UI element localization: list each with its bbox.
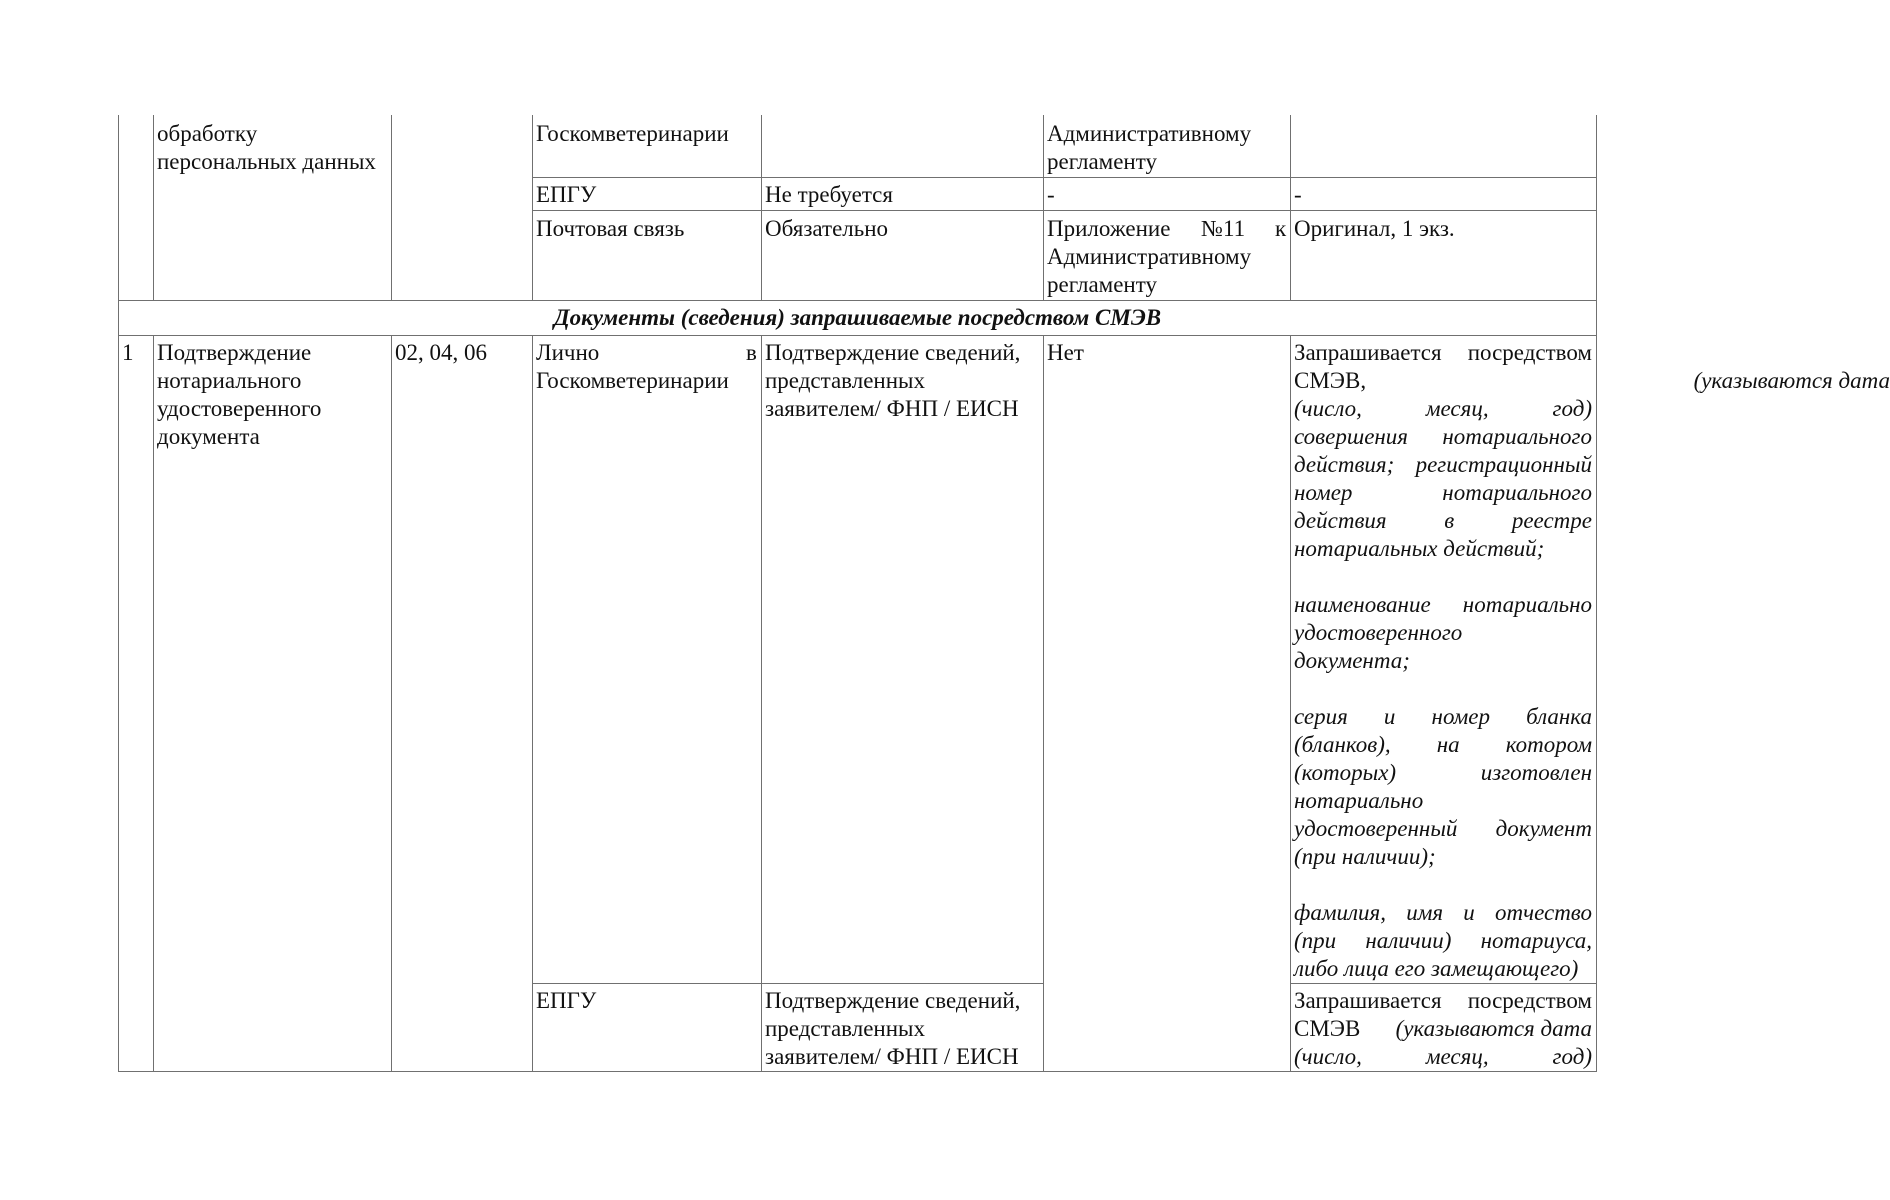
note-line: фамилия, имя и отчество <box>1294 900 1592 925</box>
table-border-left <box>118 115 119 1071</box>
cell-note: Оригинал, 1 экз. <box>1294 216 1455 241</box>
note-line: Запрашивается посредством <box>1294 340 1592 365</box>
cell-document-name-continued: обработку персональных данных <box>157 121 376 174</box>
note-line: наименование нотариально <box>1294 592 1592 617</box>
col-divider-3 <box>532 115 533 300</box>
col-divider-4 <box>761 335 762 1071</box>
row-divider <box>118 335 1597 336</box>
cell-codes: 02, 04, 06 <box>395 340 487 365</box>
col-divider-6 <box>1290 335 1291 1071</box>
note-line: (при наличии); <box>1294 844 1436 869</box>
note-line: СМЭВ (указываются дата <box>1294 1016 1592 1041</box>
note-line: (которых) изготовлен <box>1294 760 1592 785</box>
cell-requirement: Не требуется <box>765 182 893 207</box>
note-line: удостоверенный документ <box>1294 816 1592 841</box>
note-line: нотариально <box>1294 788 1424 813</box>
note-line: СМЭВ, (указываются дата <box>1294 368 1890 393</box>
cell-channel: Госкомветеринарии <box>536 368 729 393</box>
note-italic-list <box>1294 395 1592 983</box>
col-divider-4 <box>761 115 762 300</box>
note-line: Запрашивается посредством <box>1294 988 1592 1013</box>
note-line: документа; <box>1294 648 1410 673</box>
note-line: нотариальных действий; <box>1294 536 1545 561</box>
cell-regulation-line-1-mid: №11 <box>1201 216 1246 241</box>
note-line: удостоверенного <box>1294 620 1463 645</box>
cell-requirement: Подтверждение сведений, представленных заявителем/ ФНП / ЕИСН <box>765 340 1021 421</box>
note-line: действия; регистрационный <box>1294 452 1592 477</box>
cell-regulation: Административному регламенту <box>1047 121 1252 174</box>
cell-regulation: - <box>1047 182 1055 207</box>
table-border-bottom <box>118 1071 1597 1072</box>
note-line <box>1294 563 1592 591</box>
row-divider <box>118 300 1597 301</box>
note-line: либо лица его замещающего) <box>1294 956 1579 981</box>
note-line: (бланков), на котором <box>1294 732 1592 757</box>
row-divider <box>1290 983 1597 984</box>
cell-channel: Почтовая связь <box>536 216 685 241</box>
cell-regulation: Административному регламенту <box>1047 244 1252 297</box>
cell-document-name: Подтверждение нотариального удостоверенного документа <box>157 340 322 449</box>
col-divider-3 <box>532 335 533 1071</box>
cell-note: - <box>1294 182 1302 207</box>
row-divider <box>532 210 1597 211</box>
cell-item-number: 1 <box>122 340 134 365</box>
row-divider <box>532 983 1043 984</box>
row-divider <box>532 177 1597 178</box>
col-divider-1 <box>153 335 154 1071</box>
col-divider-6 <box>1290 115 1291 300</box>
note-line <box>1294 675 1592 703</box>
cell-requirement: Подтверждение сведений, представленных заявителем/ ФНП / ЕИСН <box>765 988 1021 1069</box>
note-line: номер нотариального <box>1294 480 1592 505</box>
note-line: (число, месяц, год) <box>1294 1044 1592 1069</box>
cell-channel: ЕПГУ <box>536 988 597 1013</box>
col-divider-5 <box>1043 115 1044 300</box>
col-divider-1 <box>153 115 154 300</box>
cell-channel-line-1-right: в <box>746 340 757 365</box>
note-line: действия в реестре <box>1294 508 1592 533</box>
cell-regulation-line-1-left: Приложение <box>1047 216 1171 241</box>
cell-channel: ЕПГУ <box>536 182 597 207</box>
cell-channel-line-1-left: Лично <box>536 340 600 365</box>
section-heading: Документы (сведения) запрашиваемые посредством СМЭВ <box>553 305 1162 330</box>
cell-regulation: Нет <box>1047 340 1084 365</box>
cell-requirement: Обязательно <box>765 216 889 241</box>
note-line: (при наличии) нотариуса, <box>1294 928 1592 953</box>
col-divider-5 <box>1043 335 1044 1071</box>
table-border-right <box>1596 115 1597 1071</box>
cell-note <box>1294 987 1592 1071</box>
note-line: (число, месяц, год) <box>1294 396 1592 421</box>
cell-regulation-line-1-right: к <box>1275 216 1287 241</box>
note-line: серия и номер бланка <box>1294 704 1592 729</box>
col-divider-2 <box>391 115 392 300</box>
note-line: совершения нотариального <box>1294 424 1592 449</box>
col-divider-2 <box>391 335 392 1071</box>
cell-channel: Госкомветеринарии <box>536 121 729 146</box>
cell-note <box>1294 339 1890 983</box>
note-line <box>1294 871 1592 899</box>
